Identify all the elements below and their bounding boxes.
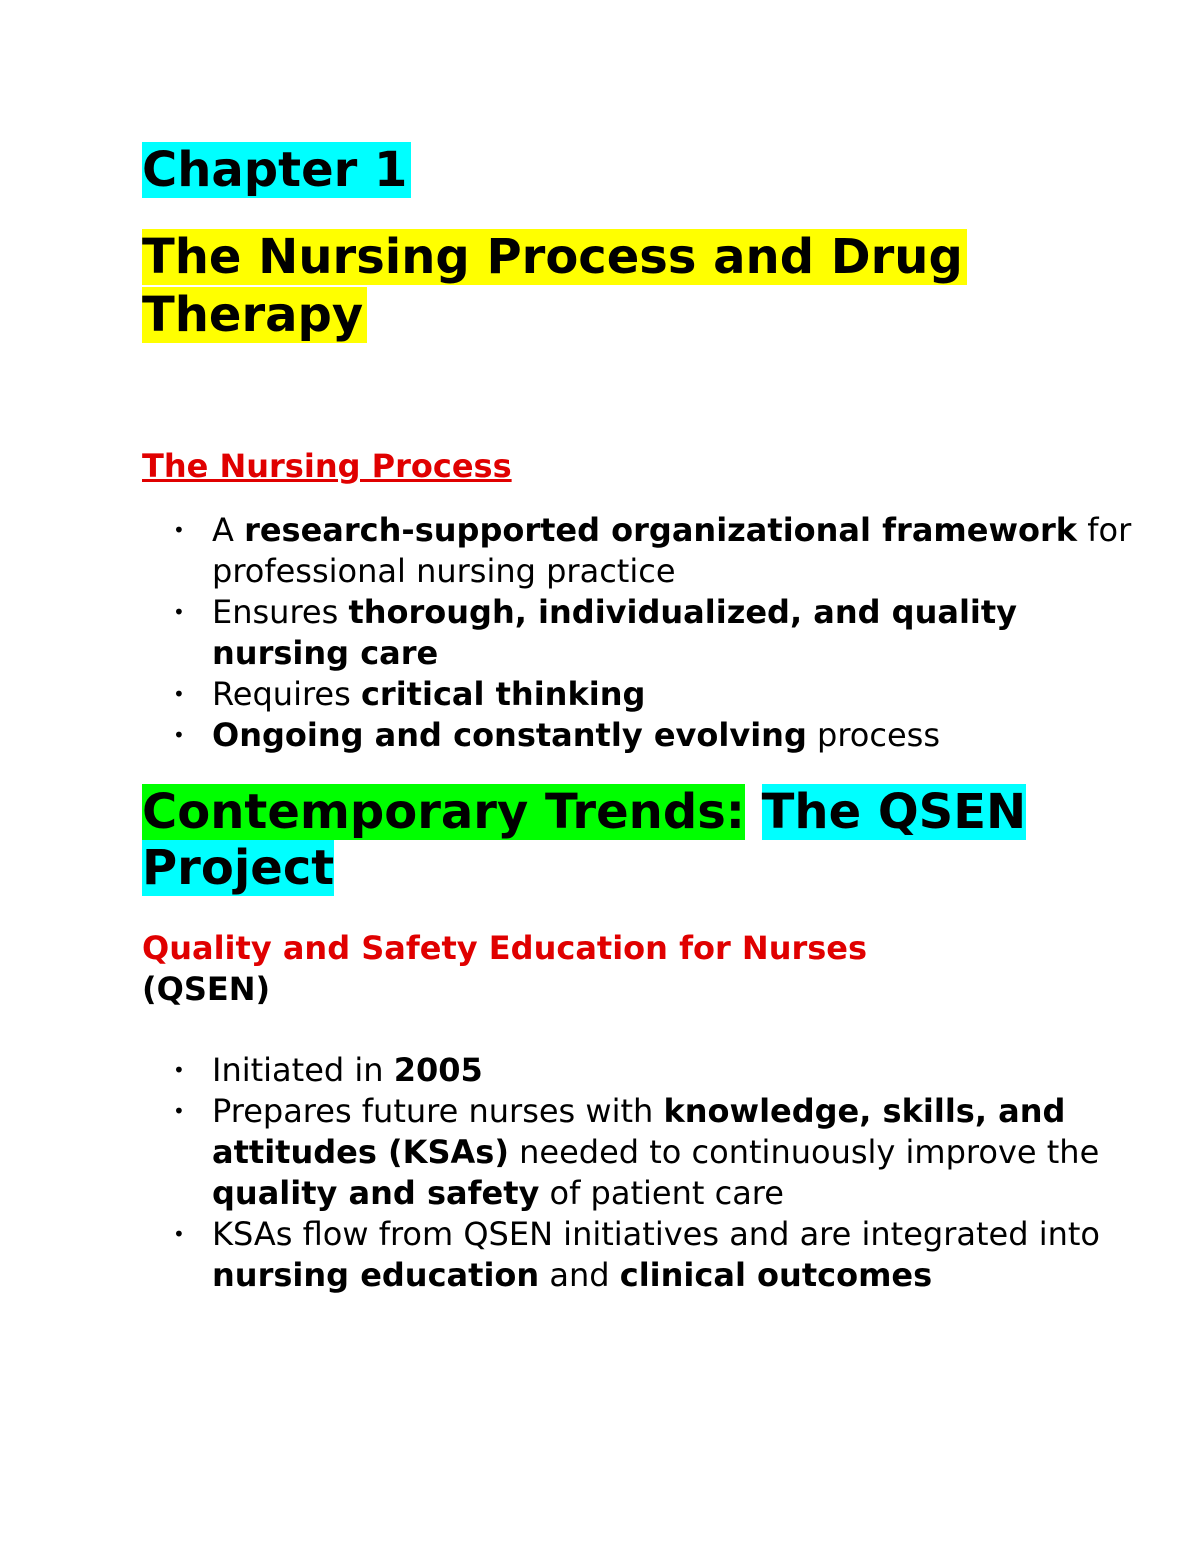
qsen-heading bbox=[142, 928, 1142, 1010]
trends-heading-part2-line1: The QSEN bbox=[761, 784, 1027, 840]
bullet-icon: • bbox=[173, 1222, 185, 1246]
qsen-heading-abbr: (QSEN) bbox=[142, 970, 271, 1008]
trends-heading bbox=[142, 784, 1142, 896]
trends-heading-part1: Contemporary Trends: bbox=[142, 784, 745, 840]
chapter-label: Chapter 1 bbox=[142, 142, 411, 198]
nursing-process-heading: The Nursing Process bbox=[142, 447, 512, 485]
list-item-bold: thorough, individualized, and quality nursing care bbox=[212, 593, 1018, 672]
list-item-text: A bbox=[212, 511, 245, 549]
trends-heading-part2-line2: Project bbox=[142, 840, 335, 896]
list-item-bold: knowledge, skills, and attitudes (KSAs) bbox=[212, 1092, 1066, 1171]
list-item-text: Prepares future nurses with bbox=[212, 1092, 664, 1130]
list-item-text: Ensures bbox=[212, 593, 349, 631]
chapter-title-line1: The Nursing Process and Drug bbox=[142, 229, 967, 285]
list-item bbox=[142, 715, 1142, 756]
chapter-title-line2: Therapy bbox=[142, 287, 367, 343]
list-item-text: for professional nursing practice bbox=[212, 511, 1132, 590]
list-item-text: needed to continuously improve the bbox=[508, 1133, 1100, 1171]
list-item-bold: critical thinking bbox=[360, 675, 646, 713]
list-item bbox=[142, 510, 1142, 592]
list-item-bold: clinical outcomes bbox=[619, 1256, 933, 1294]
qsen-list bbox=[142, 1050, 1142, 1296]
list-item-bold: quality and safety bbox=[212, 1174, 540, 1212]
list-item-bold: 2005 bbox=[393, 1051, 483, 1089]
list-item bbox=[142, 1091, 1142, 1214]
bullet-icon: • bbox=[173, 1058, 185, 1082]
list-item bbox=[142, 1050, 1142, 1091]
list-item-bold: Ongoing and constantly evolving bbox=[212, 716, 807, 754]
document-page bbox=[142, 138, 1142, 1296]
nursing-process-list bbox=[142, 510, 1142, 756]
list-item bbox=[142, 1214, 1142, 1296]
list-item bbox=[142, 674, 1142, 715]
list-item-text: of patient care bbox=[539, 1174, 784, 1212]
chapter-heading bbox=[142, 138, 411, 202]
list-item-bold: research-supported organizational framework bbox=[244, 511, 1078, 549]
list-item-text: process bbox=[806, 716, 940, 754]
list-item-text: and bbox=[539, 1256, 620, 1294]
list-item-text: KSAs flow from QSEN initiatives and are integrated into bbox=[212, 1215, 1100, 1253]
bullet-icon: • bbox=[173, 518, 185, 542]
chapter-title bbox=[142, 228, 1142, 344]
list-item-text: Requires bbox=[212, 675, 361, 713]
list-item-bold: nursing education bbox=[212, 1256, 540, 1294]
list-item-text: Initiated in bbox=[212, 1051, 394, 1089]
bullet-icon: • bbox=[173, 600, 185, 624]
bullet-icon: • bbox=[173, 682, 185, 706]
list-item bbox=[142, 592, 1142, 674]
bullet-icon: • bbox=[173, 1099, 185, 1123]
qsen-heading-full: Quality and Safety Education for Nurses bbox=[142, 929, 868, 967]
bullet-icon: • bbox=[173, 723, 185, 747]
